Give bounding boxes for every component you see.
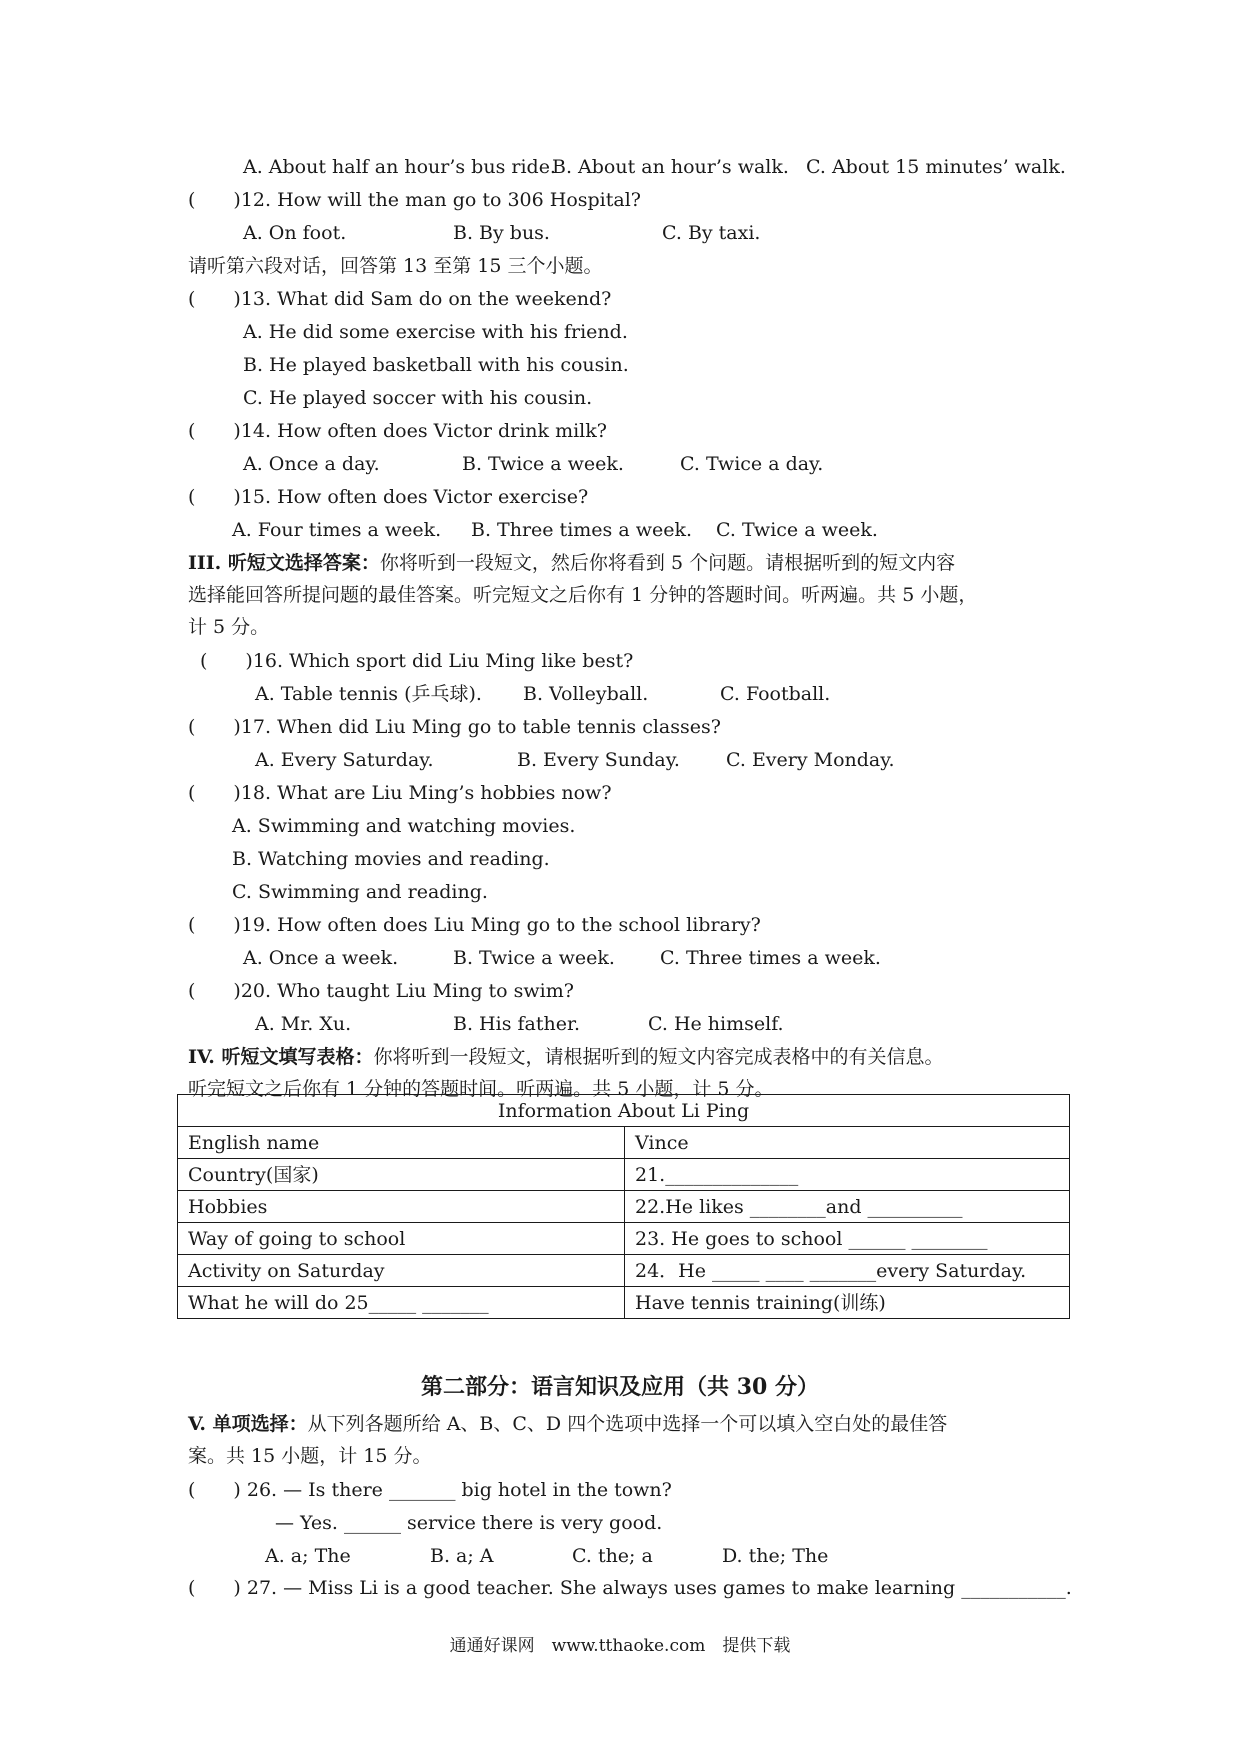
table-row bbox=[178, 1287, 1070, 1319]
q18-option-a: A. Swimming and watching movies. bbox=[232, 815, 576, 837]
section-5-instruction-line-1: V. 单项选择：从下列各题所给 A、B、C、D 四个选项中选择一个可以填入空白处的最佳答 bbox=[188, 1413, 948, 1435]
table-header-row bbox=[178, 1095, 1070, 1127]
q13-option-b: B. He played basketball with his cousin. bbox=[243, 354, 629, 376]
q18-option-c: C. Swimming and reading. bbox=[232, 881, 488, 903]
table-cell-label: Hobbies bbox=[178, 1191, 625, 1223]
q11-option-b: B. About an hour’s walk. bbox=[552, 156, 789, 178]
q13-option-a: A. He did some exercise with his friend. bbox=[243, 321, 628, 343]
q19-option-b: B. Twice a week. bbox=[453, 947, 615, 969]
q26-question: ( ) 26. — Is there _______ big hotel in the town? bbox=[188, 1479, 672, 1501]
section-4-label: IV. 听短文填写表格： bbox=[188, 1046, 374, 1068]
table-cell-label: English name bbox=[178, 1127, 625, 1159]
q14-question: ( )14. How often does Victor drink milk? bbox=[188, 420, 607, 442]
footer-credit: 通通好课网 www.tthaoke.com 提供下载 bbox=[449, 1636, 791, 1656]
q15-option-c: C. Twice a week. bbox=[716, 519, 878, 541]
q14-option-b: B. Twice a week. bbox=[462, 453, 624, 475]
table-cell-value: 21.______________ bbox=[625, 1159, 1070, 1191]
q17-question: ( )17. When did Liu Ming go to table tennis classes? bbox=[188, 716, 721, 738]
table-row bbox=[178, 1159, 1070, 1191]
q19-option-c: C. Three times a week. bbox=[660, 947, 881, 969]
table-cell-label: Country(国家) bbox=[178, 1159, 625, 1191]
q16-option-c: C. Football. bbox=[720, 683, 831, 705]
section-3-instruction-line-3: 计 5 分。 bbox=[188, 616, 270, 638]
q26-option-d: D. the; The bbox=[722, 1545, 829, 1567]
q17-option-c: C. Every Monday. bbox=[726, 749, 895, 771]
table-cell-label: Way of going to school bbox=[178, 1223, 625, 1255]
q19-question: ( )19. How often does Liu Ming go to the school library? bbox=[188, 914, 761, 936]
q11-option-a: A. About half an hour’s bus ride. bbox=[243, 156, 556, 178]
table-cell-value: Vince bbox=[625, 1127, 1070, 1159]
table-row bbox=[178, 1127, 1070, 1159]
info-table bbox=[177, 1094, 1070, 1319]
q20-question: ( )20. Who taught Liu Ming to swim? bbox=[188, 980, 574, 1002]
q20-option-a: A. Mr. Xu. bbox=[255, 1013, 352, 1035]
q15-question: ( )15. How often does Victor exercise? bbox=[188, 486, 589, 508]
q13-question: ( )13. What did Sam do on the weekend? bbox=[188, 288, 612, 310]
table-cell-label: Activity on Saturday bbox=[178, 1255, 625, 1287]
section-4-instruction-line-1: IV. 听短文填写表格：你将听到一段短文，请根据听到的短文内容完成表格中的有关信息。 bbox=[188, 1046, 944, 1068]
q15-option-b: B. Three times a week. bbox=[471, 519, 692, 541]
q27-question: ( ) 27. — Miss Li is a good teacher. She always uses games to make learning ___________. bbox=[188, 1577, 1072, 1599]
q16-question: ( )16. Which sport did Liu Ming like best? bbox=[200, 650, 634, 672]
table-cell-label: What he will do 25_____ _______ bbox=[178, 1287, 625, 1319]
q12-question: ( )12. How will the man go to 306 Hospital? bbox=[188, 189, 641, 211]
table-cell-value: 24．He _____ ____ _______every Saturday. bbox=[625, 1255, 1070, 1287]
q17-option-a: A. Every Saturday. bbox=[255, 749, 434, 771]
section-5-label: V. 单项选择： bbox=[188, 1413, 308, 1435]
q15-option-a: A. Four times a week. bbox=[232, 519, 442, 541]
q18-question: ( )18. What are Liu Ming’s hobbies now? bbox=[188, 782, 612, 804]
section-3-instruction-line-1: III. 听短文选择答案：你将听到一段短文，然后你将看到 5 个问题。请根据听到的短文内容 bbox=[188, 552, 956, 574]
q12-option-b: B. By bus. bbox=[453, 222, 550, 244]
section-4-instruction-line-2: 听完短文之后你有 1 分钟的答题时间。听两遍。共 5 小题，计 5 分。 bbox=[188, 1078, 774, 1100]
table-cell-value: Have tennis training(训练) bbox=[625, 1287, 1070, 1319]
q12-option-c: C. By taxi. bbox=[662, 222, 761, 244]
table-row bbox=[178, 1255, 1070, 1287]
section-5-instruction-line-2: 案。共 15 小题，计 15 分。 bbox=[188, 1445, 432, 1467]
q26-option-c: C. the; a bbox=[572, 1545, 653, 1567]
q11-option-c: C. About 15 minutes’ walk. bbox=[806, 156, 1066, 178]
q14-option-a: A. Once a day. bbox=[243, 453, 380, 475]
q12-option-a: A. On foot. bbox=[243, 222, 347, 244]
q16-option-a: A. Table tennis (乒乓球). bbox=[255, 683, 482, 705]
q13-option-c: C. He played soccer with his cousin. bbox=[243, 387, 593, 409]
q17-option-b: B. Every Sunday. bbox=[517, 749, 680, 771]
table-cell-value: 23. He goes to school ______ ________ bbox=[625, 1223, 1070, 1255]
part-2-title: 第二部分：语言知识及应用（共 30 分） bbox=[421, 1374, 819, 1400]
q26-option-b: B. a; A bbox=[430, 1545, 494, 1567]
table-row bbox=[178, 1191, 1070, 1223]
section-3-instruction-line-2: 选择能回答所提问题的最佳答案。听完短文之后你有 1 分钟的答题时间。听两遍。共 5 小题， bbox=[188, 584, 978, 606]
q14-option-c: C. Twice a day. bbox=[680, 453, 824, 475]
table-cell-value: 22.He likes ________and __________ bbox=[625, 1191, 1070, 1223]
table-title: Information About Li Ping bbox=[178, 1095, 1070, 1127]
instruction-dialogue-6: 请听第六段对话，回答第 13 至第 15 三个小题。 bbox=[188, 255, 603, 277]
q26-response: — Yes. ______ service there is very good. bbox=[275, 1512, 663, 1534]
q18-option-b: B. Watching movies and reading. bbox=[232, 848, 550, 870]
section-3-label: III. 听短文选择答案： bbox=[188, 552, 380, 574]
q19-option-a: A. Once a week. bbox=[243, 947, 399, 969]
q16-option-b: B. Volleyball. bbox=[523, 683, 649, 705]
table-row bbox=[178, 1223, 1070, 1255]
q20-option-c: C. He himself. bbox=[648, 1013, 784, 1035]
q26-option-a: A. a; The bbox=[265, 1545, 351, 1567]
q20-option-b: B. His father. bbox=[453, 1013, 580, 1035]
